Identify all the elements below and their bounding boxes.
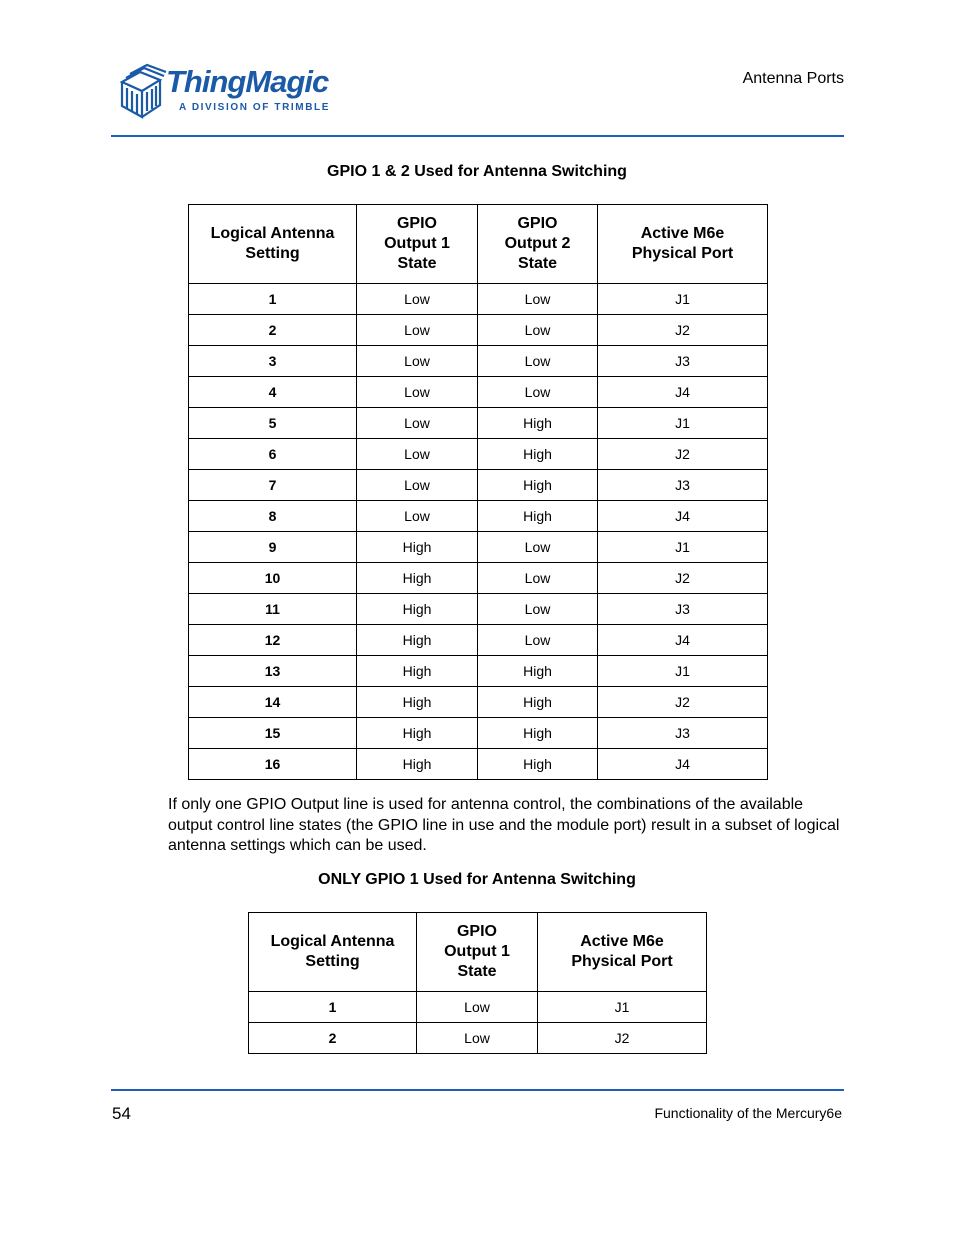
table-cell: Low bbox=[357, 377, 478, 408]
table-cell: High bbox=[478, 718, 598, 749]
table-cell: Low bbox=[357, 501, 478, 532]
table-cell: J1 bbox=[538, 992, 707, 1023]
table-cell: Low bbox=[478, 594, 598, 625]
logo-subtitle: A DIVISION OF TRIMBLE bbox=[179, 102, 331, 113]
antenna-setting-cell: 9 bbox=[189, 532, 357, 563]
table-cell: Low bbox=[478, 346, 598, 377]
table-cell: High bbox=[478, 656, 598, 687]
table-cell: Low bbox=[478, 377, 598, 408]
column-header: Active M6e Physical Port bbox=[598, 205, 768, 284]
table-cell: J1 bbox=[598, 284, 768, 315]
antenna-setting-cell: 4 bbox=[189, 377, 357, 408]
table-cell: J3 bbox=[598, 594, 768, 625]
logo-wordmark: ThingMagic bbox=[166, 64, 329, 99]
table-cell: High bbox=[357, 718, 478, 749]
table-cell: High bbox=[357, 563, 478, 594]
antenna-setting-cell: 2 bbox=[189, 315, 357, 346]
table-row bbox=[189, 687, 768, 718]
table-cell: Low bbox=[478, 532, 598, 563]
table-cell: Low bbox=[478, 563, 598, 594]
column-header: GPIO Output 1 State bbox=[357, 205, 478, 284]
table-cell: High bbox=[478, 501, 598, 532]
table-cell: J1 bbox=[598, 408, 768, 439]
footer-title: Functionality of the Mercury6e bbox=[654, 1105, 842, 1121]
header-rule bbox=[111, 135, 844, 137]
gpio-1-only-table bbox=[248, 912, 707, 1054]
table-header-row bbox=[189, 205, 768, 284]
antenna-setting-cell: 1 bbox=[189, 284, 357, 315]
antenna-setting-cell: 14 bbox=[189, 687, 357, 718]
table-cell: J1 bbox=[598, 532, 768, 563]
table-row bbox=[189, 377, 768, 408]
table-cell: High bbox=[478, 439, 598, 470]
column-header: GPIO Output 1 State bbox=[417, 913, 538, 992]
antenna-setting-cell: 6 bbox=[189, 439, 357, 470]
table-row bbox=[189, 563, 768, 594]
table1-caption: GPIO 1 & 2 Used for Antenna Switching bbox=[327, 163, 627, 180]
table-cell: High bbox=[357, 656, 478, 687]
table-cell: J4 bbox=[598, 501, 768, 532]
table-cell: J2 bbox=[598, 687, 768, 718]
page-header bbox=[112, 56, 844, 136]
table-row bbox=[189, 470, 768, 501]
table-row bbox=[189, 284, 768, 315]
table-cell: Low bbox=[478, 315, 598, 346]
table-cell: Low bbox=[357, 470, 478, 501]
antenna-setting-cell: 8 bbox=[189, 501, 357, 532]
table-row bbox=[189, 346, 768, 377]
table-cell: Low bbox=[357, 315, 478, 346]
table-cell: High bbox=[357, 749, 478, 780]
table-row bbox=[249, 1023, 707, 1054]
antenna-setting-cell: 10 bbox=[189, 563, 357, 594]
table-cell: J3 bbox=[598, 346, 768, 377]
antenna-setting-cell: 16 bbox=[189, 749, 357, 780]
table-row bbox=[249, 992, 707, 1023]
antenna-setting-cell: 2 bbox=[249, 1023, 417, 1054]
thingmagic-logo bbox=[112, 60, 352, 120]
table-cell: J2 bbox=[538, 1023, 707, 1054]
table-cell: Low bbox=[357, 408, 478, 439]
antenna-setting-cell: 13 bbox=[189, 656, 357, 687]
table-cell: J3 bbox=[598, 718, 768, 749]
table-cell: High bbox=[478, 749, 598, 780]
table-cell: High bbox=[478, 470, 598, 501]
table-row bbox=[189, 718, 768, 749]
table-cell: J4 bbox=[598, 625, 768, 656]
section-title: Antenna Ports bbox=[742, 70, 844, 87]
table-cell: Low bbox=[357, 346, 478, 377]
column-header: Active M6e Physical Port bbox=[538, 913, 707, 992]
table-cell: Low bbox=[357, 439, 478, 470]
table-cell: High bbox=[357, 532, 478, 563]
table-cell: Low bbox=[417, 1023, 538, 1054]
table-row bbox=[189, 439, 768, 470]
table-row bbox=[189, 749, 768, 780]
table-row bbox=[189, 594, 768, 625]
antenna-setting-cell: 11 bbox=[189, 594, 357, 625]
antenna-setting-cell: 12 bbox=[189, 625, 357, 656]
table-cell: J2 bbox=[598, 439, 768, 470]
table-cell: High bbox=[357, 687, 478, 718]
column-header: GPIO Output 2 State bbox=[478, 205, 598, 284]
table-cell: J2 bbox=[598, 315, 768, 346]
column-header: Logical Antenna Setting bbox=[249, 913, 417, 992]
gpio-1-2-table bbox=[188, 204, 768, 780]
table-cell: Low bbox=[478, 625, 598, 656]
table-row bbox=[189, 532, 768, 563]
body-paragraph: If only one GPIO Output line is used for antenna control, the combinations of the available output control line states (the GPIO line in use and the module port) result in a subset of logical antenna settings which can be used. bbox=[168, 796, 840, 854]
column-header: Logical Antenna Setting bbox=[189, 205, 357, 284]
table-row bbox=[189, 408, 768, 439]
footer-rule bbox=[111, 1089, 844, 1091]
table-cell: Low bbox=[357, 284, 478, 315]
antenna-setting-cell: 15 bbox=[189, 718, 357, 749]
table-cell: J3 bbox=[598, 470, 768, 501]
page-number: 54 bbox=[112, 1104, 131, 1123]
antenna-setting-cell: 3 bbox=[189, 346, 357, 377]
table-row bbox=[189, 625, 768, 656]
antenna-setting-cell: 7 bbox=[189, 470, 357, 501]
table-row bbox=[189, 315, 768, 346]
table-cell: High bbox=[357, 594, 478, 625]
antenna-setting-cell: 1 bbox=[249, 992, 417, 1023]
table-cell: High bbox=[478, 687, 598, 718]
cube-logo-icon bbox=[114, 62, 170, 120]
antenna-setting-cell: 5 bbox=[189, 408, 357, 439]
table-cell: J4 bbox=[598, 749, 768, 780]
table-cell: J1 bbox=[598, 656, 768, 687]
table-cell: J2 bbox=[598, 563, 768, 594]
table-row bbox=[189, 501, 768, 532]
table-cell: J4 bbox=[598, 377, 768, 408]
table-cell: Low bbox=[417, 992, 538, 1023]
table-cell: Low bbox=[478, 284, 598, 315]
table-cell: High bbox=[478, 408, 598, 439]
table-cell: High bbox=[357, 625, 478, 656]
table-header-row bbox=[249, 913, 707, 992]
table-row bbox=[189, 656, 768, 687]
table2-caption: ONLY GPIO 1 Used for Antenna Switching bbox=[318, 871, 636, 888]
